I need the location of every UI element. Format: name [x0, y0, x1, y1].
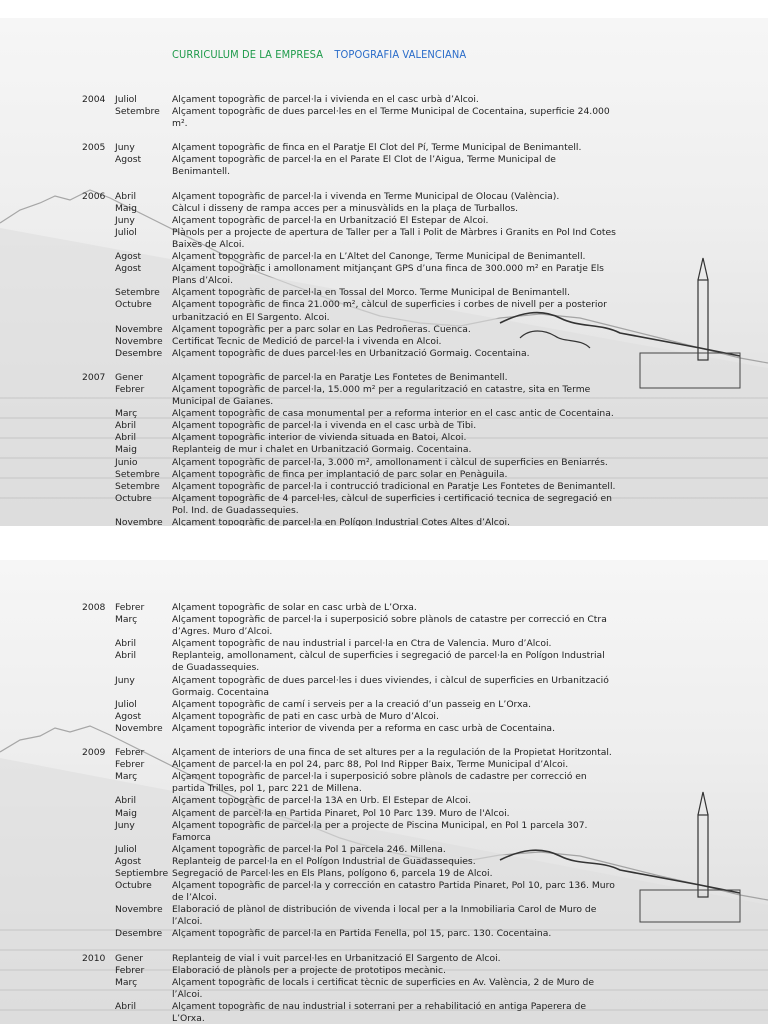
entry-row	[0, 904, 686, 928]
entry-year	[82, 977, 115, 1001]
entry-year	[82, 614, 115, 638]
entry-row	[0, 675, 686, 699]
entry-month: Març	[115, 614, 138, 626]
entry-row	[0, 215, 686, 227]
entry-year	[82, 771, 115, 795]
entry-row	[0, 432, 686, 444]
entry-month: Abril	[115, 432, 136, 444]
entry-row	[0, 408, 686, 420]
entry-year	[82, 856, 115, 868]
entry-month: Febrer	[115, 964, 145, 976]
year-block-2008	[0, 602, 768, 735]
entry-month: Novembre	[115, 335, 163, 347]
entry-row	[0, 771, 686, 795]
entry-row	[0, 820, 686, 844]
entry-row	[0, 880, 686, 904]
entry-description: Alçament topogràfic de dues parcel·les i dues viviendes, i càlcul de superficies en Urbanització Gormaig. Cocentaina	[172, 674, 609, 698]
entry-month: Febrer	[115, 602, 145, 613]
entry-description: Alçament topogràfic de 4 parcel·les, càlcul de superficies i certificació tecnica de segregació en Pol. Ind. de Guadassequies.	[172, 492, 612, 516]
entry-description: Alçament topogràfic de parcel·la i contrucció tradicional en Paratje Les Fontetes de Benimantell.	[172, 480, 616, 492]
entry-month: Abril	[115, 190, 136, 202]
entry-month: Gener	[115, 952, 144, 964]
entry-row	[0, 203, 686, 215]
entry-row	[0, 469, 686, 481]
entry-row	[0, 844, 686, 856]
entry-month: Abril	[115, 420, 136, 432]
entry-row	[0, 154, 686, 178]
entry-year	[82, 469, 115, 481]
entry-month: Març	[115, 771, 138, 783]
entry-row	[0, 856, 686, 868]
entry-row	[0, 953, 686, 965]
entry-description: Alçament topogràfic de pati en casc urbà de Muro d’Alcoi.	[172, 710, 439, 722]
entry-description: Alçament topogràfic de camí i serveis per a la creació d’un passeig en L’Orxa.	[172, 698, 532, 710]
entry-year	[82, 808, 115, 820]
entry-description: Alçament topogràfic de solar en casc urbà de L’Orxa.	[172, 602, 417, 613]
entry-row	[0, 251, 686, 263]
entry-description: Alçament topogràfic de parcel·la en L’Altet del Canonge, Terme Municipal de Benimantell.	[172, 251, 586, 263]
entry-description: Alçament topogràfic de parcel·la en Paratje Les Fontetes de Benimantell.	[172, 371, 508, 383]
entry-row	[0, 191, 686, 203]
entry-row	[0, 324, 686, 336]
entry-row	[0, 699, 686, 711]
entry-month: Gener	[115, 371, 144, 383]
entry-month: Novembre	[115, 517, 163, 526]
entry-row	[0, 711, 686, 723]
entry-year	[82, 723, 115, 735]
entry-year	[82, 287, 115, 299]
entry-year	[82, 444, 115, 456]
entry-month: Juny	[115, 819, 135, 831]
entry-month: Juny	[115, 674, 135, 686]
entry-row	[0, 481, 686, 493]
entry-description: Alçament topogràfic de parcel·la y corrección en catastro Partida Pinaret, Pol 10, parc 136. Muro de l’Alcoi.	[172, 880, 615, 904]
entry-year	[82, 299, 115, 323]
entry-year	[82, 928, 115, 940]
entry-description: Alçament topogràfic de parcel·la per a projecte de Piscina Municipal, en Pol 1 parcela 307. Famorca	[172, 819, 588, 843]
entry-month: Juliol	[115, 698, 137, 710]
entry-description: Alçament topogràfic de finca 21.000 m², càlcul de superficies i corbes de nivell per a posterior urbanització en El Sargento. Alcoi.	[172, 299, 607, 323]
entry-year	[82, 481, 115, 493]
entry-description: Replanteig de vial i vuit parcel·les en Urbanització El Sargento de Alcoi.	[172, 952, 501, 964]
entry-row	[0, 287, 686, 299]
entry-description: Alçament topogràfic de locals i certificat tècnic de superficies en Av. València, 2 de Muro de l’Alcoi.	[172, 976, 594, 1000]
entry-month: Novembre	[115, 722, 163, 734]
entry-row	[0, 444, 686, 456]
entry-month: Abril	[115, 650, 136, 662]
entry-month: Agost	[115, 855, 142, 867]
entry-description: Alçament topogràfic de parcel·la i superposició sobre plànols de catastre per correcció en Ctra d’Agres. Muro d’Alcoi.	[172, 614, 607, 638]
entry-year	[82, 650, 115, 674]
entry-row	[0, 457, 686, 469]
entry-year: 2007	[82, 371, 106, 383]
entry-description: Alçament de interiors de una finca de set altures per a la regulación de la Propietat Horitzontal.	[172, 747, 612, 759]
entry-description: Alçament de parcel·la en pol 24, parc 88, Pol Ind Ripper Baix, Terme Municipal d’Alcoi.	[172, 759, 569, 771]
entry-row	[0, 336, 686, 348]
entry-year	[82, 227, 115, 251]
entry-row	[0, 723, 686, 735]
document-page-1	[0, 18, 768, 526]
entry-year	[82, 408, 115, 420]
entry-month: Septiembre	[115, 867, 169, 879]
entry-description: Alçament topogràfic de dues parcel·les en Urbanització Gormaig. Cocentaina.	[172, 347, 530, 359]
entry-row	[0, 638, 686, 650]
entry-month: Juliol	[115, 94, 137, 105]
entry-description: Alçament topogràfic de parcel·la en Polígon Industrial Cotes Altes d’Alcoi.	[172, 517, 510, 526]
entry-row	[0, 420, 686, 432]
entry-year	[82, 420, 115, 432]
entry-year	[82, 904, 115, 928]
entry-month: Setembre	[115, 287, 160, 299]
entry-year	[82, 795, 115, 807]
entry-description: Elaboració de plànol de distribución de vivenda i local per a la Inmobiliaria Carol de Muro de l’Alcoi.	[172, 904, 597, 928]
entry-month: Abril	[115, 638, 136, 650]
entry-description: Alçament topogràfic de casa monumental per a reforma interior en el casc antic de Cocentaina.	[172, 408, 614, 420]
document-page-2	[0, 560, 768, 1024]
entry-description: Alçament topogràfic de parcel·la en Tossal del Morco. Terme Municipal de Benimantell.	[172, 287, 570, 299]
entry-description: Alçament de parcel·la en Partida Pinaret, Pol 10 Parc 139. Muro de l'Alcoi.	[172, 807, 510, 819]
entry-description: Alçament topogràfic de parcel·la i superposició sobre plànols de cadastre per correcció en partida Trilles, pol 1, parc 221 de Millena.	[172, 771, 587, 795]
entry-description: Replanteig, amollonament, càlcul de superficies i segregació de parcel·la en Polígon Industrial de Guadassequies.	[172, 650, 605, 674]
year-block-2010	[0, 953, 768, 1024]
entry-year: 2004	[82, 94, 106, 105]
entry-year	[82, 263, 115, 287]
entry-month: Junio	[115, 456, 138, 468]
entry-row	[0, 928, 686, 940]
entry-year	[82, 384, 115, 408]
entry-description: Replanteig de mur i chalet en Urbanització Gormaig. Cocentaina.	[172, 444, 472, 456]
entry-year	[82, 868, 115, 880]
entry-description: Elaboració de plànols per a projecte de prototipos mecànic.	[172, 964, 446, 976]
entry-month: Octubre	[115, 880, 152, 892]
entry-description: Alçament topogràfic per a parc solar en Las Pedroñeras. Cuenca.	[172, 323, 471, 335]
entry-description: Certificat Tecnic de Medició de parcel·la i vivenda en Alcoi.	[172, 335, 442, 347]
entry-year	[82, 638, 115, 650]
entry-description: Alçament topogràfic de finca en el Paratje El Clot del Pí, Terme Municipal de Benimantell.	[172, 142, 582, 154]
entry-month: Març	[115, 408, 138, 420]
entry-description: Alçament topogràfic de parcel·la i vivenda en Terme Municipal de Olocau (València).	[172, 190, 560, 202]
entry-year	[82, 106, 115, 130]
entry-row	[0, 602, 686, 614]
entry-row	[0, 747, 686, 759]
entry-row	[0, 650, 686, 674]
entry-row	[0, 348, 686, 360]
entry-month: Novembre	[115, 323, 163, 335]
entry-description: Càlcul i disseny de rampa acces per a minusvàlids en la plaça de Turballos.	[172, 202, 519, 214]
entry-description: Alçament topogràfic de parcel·la 13A en Urb. El Estepar de Alcoi.	[172, 795, 472, 807]
entry-month: Juliol	[115, 843, 137, 855]
entry-description: Alçament topogràfic de nau industrial i soterrani per a rehabilitació en antiga Paperera de L’Orxa.	[172, 1000, 586, 1024]
entry-year: 2008	[82, 602, 106, 613]
entry-month: Setembre	[115, 106, 160, 118]
entry-month: Febrer	[115, 747, 145, 759]
entry-month: Juliol	[115, 226, 137, 238]
entry-description: Alçament topogràfic de parcel·la i vivienda en el casc urbà d’Alcoi.	[172, 94, 479, 105]
entry-month: Setembre	[115, 468, 160, 480]
entry-month: Agost	[115, 263, 142, 275]
entry-row	[0, 868, 686, 880]
entry-year	[82, 251, 115, 263]
entry-month: Abril	[115, 1000, 136, 1012]
entry-year	[82, 154, 115, 178]
entry-month: Octubre	[115, 299, 152, 311]
entry-row	[0, 142, 686, 154]
entry-row	[0, 977, 686, 1001]
entry-row	[0, 965, 686, 977]
entry-year: 2006	[82, 190, 106, 202]
entry-month: Novembre	[115, 904, 163, 916]
entry-month: Octubre	[115, 492, 152, 504]
entry-row	[0, 808, 686, 820]
entry-description: Alçament topogràfic de parcel·la i vivenda en el casc urbà de Tibi.	[172, 420, 477, 432]
entry-month: Agost	[115, 710, 142, 722]
document-title	[172, 48, 466, 61]
title-label: CURRICULUM DE LA EMPRESA	[172, 48, 324, 61]
entry-row	[0, 1001, 686, 1024]
entry-description: Alçament topogràfic de parcel·la, 3.000 m², amollonament i càlcul de superficies en Beniarrés.	[172, 456, 608, 468]
entry-month: Febrer	[115, 759, 145, 771]
entry-row	[0, 759, 686, 771]
entry-year	[82, 820, 115, 844]
entry-year	[82, 965, 115, 977]
entry-description: Alçament topogràfic de parcel·la en el Parate El Clot de l’Aigua, Terme Municipal de Benimantell.	[172, 154, 556, 178]
entry-month: Juny	[115, 142, 135, 154]
entry-row	[0, 372, 686, 384]
entry-description: Replanteig de parcel·la en el Polígon Industrial de Guadassequies.	[172, 855, 476, 867]
year-block-2004	[0, 94, 768, 130]
entry-year	[82, 675, 115, 699]
entry-month: Desembre	[115, 928, 163, 940]
entry-year	[82, 699, 115, 711]
entry-row	[0, 384, 686, 408]
year-block-2007	[0, 372, 768, 526]
entry-description: Alçament topogràfic de dues parcel·les en el Terme Municipal de Cocentaina, superficie 24.000 m².	[172, 106, 610, 130]
entry-description: Alçament topogràfic i amollonament mitjançant GPS d’una finca de 300.000 m² en Paratje Els Plans d’Alcoi.	[172, 263, 604, 287]
entry-year	[82, 215, 115, 227]
entry-description: Alçament topogràfic de parcel·la, 15.000 m² per a regularització en catastre, sita en Terme Municipal de Gaianes.	[172, 383, 591, 408]
entry-month: Maig	[115, 807, 137, 819]
entry-month: Maig	[115, 202, 137, 214]
year-block-2009	[0, 747, 768, 941]
entry-year	[82, 844, 115, 856]
entry-description: Alçament topogràfic interior de vivienda situada en Batoi, Alcoi.	[172, 432, 467, 444]
entry-year	[82, 517, 115, 526]
entry-row	[0, 94, 686, 106]
entries-list-page-2	[0, 602, 768, 1024]
entry-row	[0, 299, 686, 323]
entry-year	[82, 493, 115, 517]
entry-year	[82, 324, 115, 336]
entry-description: Alçament topogràfic interior de vivenda per a reforma en casc urbà de Cocentaina.	[172, 722, 555, 734]
entry-month: Febrer	[115, 383, 145, 395]
entry-year	[82, 348, 115, 360]
year-block-2006	[0, 191, 768, 360]
entry-description: Alçament topogràfic de parcel·la en Partida Fenella, pol 15, parc. 130. Cocentaina.	[172, 928, 552, 940]
entry-year: 2005	[82, 142, 106, 154]
year-block-2005	[0, 142, 768, 178]
entry-year	[82, 432, 115, 444]
entry-year	[82, 711, 115, 723]
entry-month: Juny	[115, 214, 135, 226]
entry-year	[82, 759, 115, 771]
entry-row	[0, 227, 686, 251]
entry-description: Alçament topogràfic de finca per implantació de parc solar en Penàguila.	[172, 468, 508, 480]
entry-year	[82, 1001, 115, 1024]
entry-row	[0, 795, 686, 807]
entry-row	[0, 263, 686, 287]
entry-year: 2009	[82, 747, 106, 759]
entry-year: 2010	[82, 952, 106, 964]
entry-year	[82, 203, 115, 215]
entry-row	[0, 614, 686, 638]
entries-list-page-1	[0, 94, 768, 526]
entry-month: Agost	[115, 251, 142, 263]
entry-description: Alçament topogràfic de parcel·la Pol 1 parcela 246. Millena.	[172, 843, 446, 855]
entry-year	[82, 457, 115, 469]
entry-row	[0, 517, 686, 526]
entry-month: Abril	[115, 795, 136, 807]
entry-description: Segregació de Parcel·les en Els Plans, polígono 6, parcela 19 de Alcoi.	[172, 867, 493, 879]
entry-month: Agost	[115, 154, 142, 166]
entry-year	[82, 880, 115, 904]
entry-month: Desembre	[115, 347, 163, 359]
entry-year	[82, 336, 115, 348]
entry-month: Març	[115, 976, 138, 988]
entry-row	[0, 493, 686, 517]
title-company-name: TOPOGRAFIA VALENCIANA	[334, 48, 467, 61]
entry-month: Setembre	[115, 480, 160, 492]
entry-month: Maig	[115, 444, 137, 456]
entry-description: Plànols per a projecte de apertura de Taller per a Tall i Polit de Màrbres i Granits en Pol Ind Cotes Baixes de Alcoi.	[172, 226, 616, 250]
entry-description: Alçament topogràfic de parcel·la en Urbanització El Estepar de Alcoi.	[172, 214, 489, 226]
entry-row	[0, 106, 686, 130]
entry-description: Alçament topogràfic de nau industrial i parcel·la en Ctra de Valencia. Muro d’Alcoi.	[172, 638, 552, 650]
